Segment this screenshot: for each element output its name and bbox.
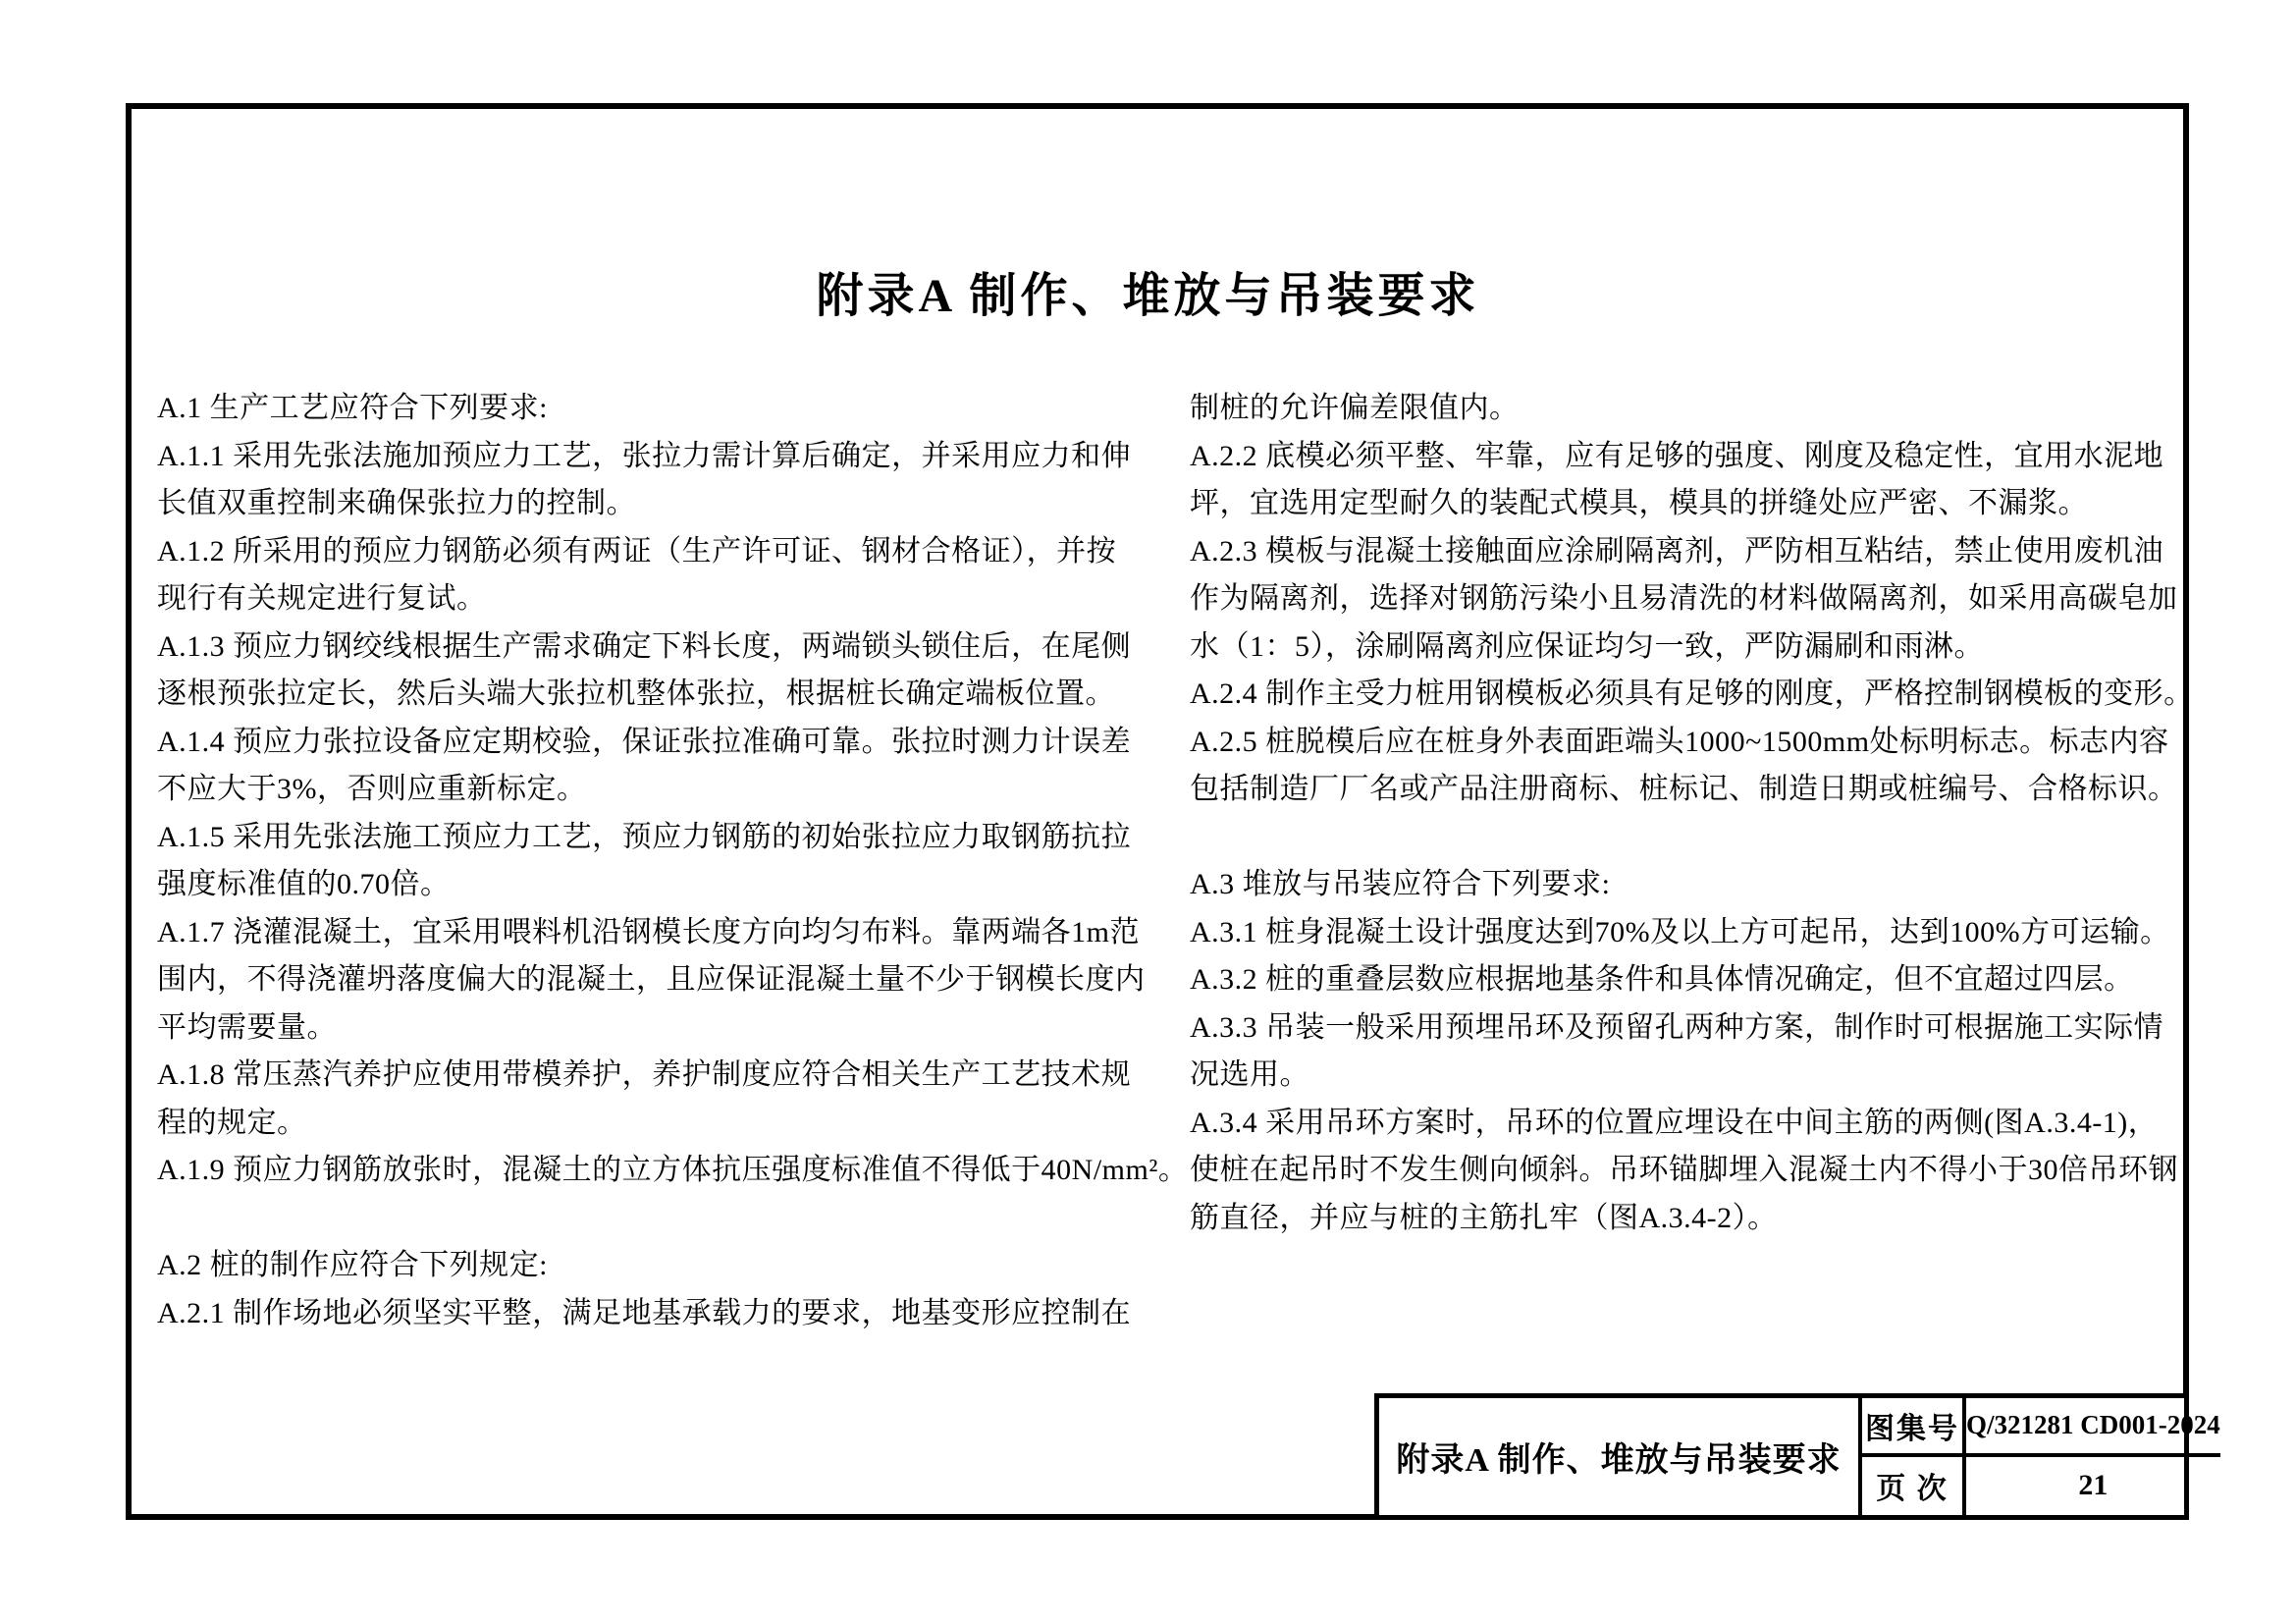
title-block-grid: [1862, 1398, 2220, 1515]
text-line: 不应大于3%，否则应重新标定。: [157, 773, 587, 805]
text-line: A.3.4 采用吊环方案时，吊环的位置应埋设在中间主筋的两侧(图A.3.4-1)，: [1190, 1106, 2159, 1139]
text-line: 坪，宜选用定型耐久的装配式模具，模具的拼缝处应严密、不漏浆。: [1190, 487, 2088, 519]
text-line: A.2.5 桩脱模后应在桩身外表面距端头1000~1500mm处标明标志。标志内容: [1190, 725, 2169, 758]
text-line: 况选用。: [1190, 1058, 1309, 1091]
text-line: 围内，不得浇灌坍落度偏大的混凝土，且应保证混凝土量不少于钢模长度内: [157, 963, 1146, 996]
text-line: 筋直径，并应与桩的主筋扎牢（图A.3.4-2）。: [1190, 1201, 1778, 1234]
text-line: A.1.7 浇灌混凝土，宜采用喂料机沿钢模长度方向均匀布料。靠两端各1m范: [157, 915, 1140, 948]
text-line: A.1.4 预应力张拉设备应定期校验，保证张拉准确可靠。张拉时测力计误差: [157, 725, 1132, 758]
page-title: 附录A 制作、堆放与吊装要求: [816, 270, 1480, 322]
text-line: 长值双重控制来确保张拉力的控制。: [157, 487, 636, 519]
text-line: 强度标准值的0.70倍。: [157, 868, 451, 900]
title-block: [1374, 1393, 2220, 1520]
text-line: 包括制造厂厂名或产品注册商标、桩标记、制造日期或桩编号、合格标识。: [1190, 773, 2178, 805]
text-line: A.3.1 桩身混凝土设计强度达到70%及以上方可起吊，达到100%方可运输。: [1190, 915, 2170, 948]
right-column: [1190, 385, 2194, 1242]
text-line: 水（1：5），涂刷隔离剂应保证均匀一致，严防漏刷和雨淋。: [1190, 629, 1984, 663]
text-line: 制桩的允许偏差限值内。: [1190, 392, 1520, 424]
atlas-number-label: 图集号: [1862, 1398, 1966, 1457]
atlas-number-value: Q/321281 CD001-2024: [1966, 1398, 2220, 1457]
text-line: A.1.5 采用先张法施工预应力工艺，预应力钢筋的初始张拉应力取钢筋抗拉: [157, 820, 1132, 853]
text-line: A.1.1 采用先张法施加预应力工艺，张拉力需计算后确定，并采用应力和伸: [157, 439, 1132, 472]
text-line: 作为隔离剂，选择对钢筋污染小且易清洗的材料做隔离剂，如采用高碳皂加: [1190, 582, 2178, 615]
text-line: A.1 生产工艺应符合下列要求:: [157, 392, 548, 424]
text-line: A.1.3 预应力钢绞线根据生产需求确定下料长度，两端锁头锁住后，在尾侧: [157, 629, 1132, 663]
text-line: A.3.2 桩的重叠层数应根据地基条件和具体情况确定，但不宜超过四层。: [1190, 963, 2134, 996]
page-number-value: 21: [2078, 1469, 2109, 1502]
text-line: 程的规定。: [157, 1106, 307, 1139]
text-line: A.2.4 制作主受力桩用钢模板必须具有足够的刚度，严格控制钢模板的变形。: [1190, 677, 2194, 710]
text-line: A.2.1 制作场地必须坚实平整，满足地基承载力的要求，地基变形应控制在: [157, 1296, 1132, 1329]
text-line: A.1.8 常压蒸汽养护应使用带模养护，养护制度应符合相关生产工艺技术规: [157, 1058, 1132, 1091]
text-line: A.2.2 底模必须平整、牢靠，应有足够的强度、刚度及稳定性，宜用水泥地: [1190, 439, 2164, 472]
title-block-title: 附录A 制作、堆放与吊装要求: [1379, 1398, 1862, 1515]
page-number-label: 页 次: [1862, 1457, 1966, 1516]
blank-line: [1190, 814, 2181, 862]
text-line: A.2.3 模板与混凝土接触面应涂刷隔离剂，严防相互粘结，禁止使用废机油: [1190, 534, 2164, 568]
text-line: 逐根预张拉定长，然后头端大张拉机整体张拉，根据桩长确定端板位置。: [157, 677, 1115, 710]
text-line: 平均需要量。: [157, 1010, 337, 1044]
text-line: A.1.9 预应力钢筋放张时，混凝土的立方体抗压强度标准值不得低于40N/mm²。: [157, 1154, 1189, 1186]
left-column: [157, 385, 1189, 1337]
text-line: 现行有关规定进行复试。: [157, 582, 487, 615]
text-line: A.3.3 吊装一般采用预埋吊环及预留孔两种方案，制作时可根据施工实际情: [1190, 1010, 2164, 1044]
text-line: 使桩在起吊时不发生侧向倾斜。吊环锚脚埋入混凝土内不得小于30倍吊环钢: [1190, 1154, 2178, 1186]
text-line: A.2 桩的制作应符合下列规定:: [157, 1249, 548, 1281]
blank-line: [157, 1195, 1148, 1243]
text-line: A.1.2 所采用的预应力钢筋必须有两证（生产许可证、钢材合格证），并按: [157, 534, 1117, 568]
text-line: A.3 堆放与吊装应符合下列要求:: [1190, 868, 1611, 900]
